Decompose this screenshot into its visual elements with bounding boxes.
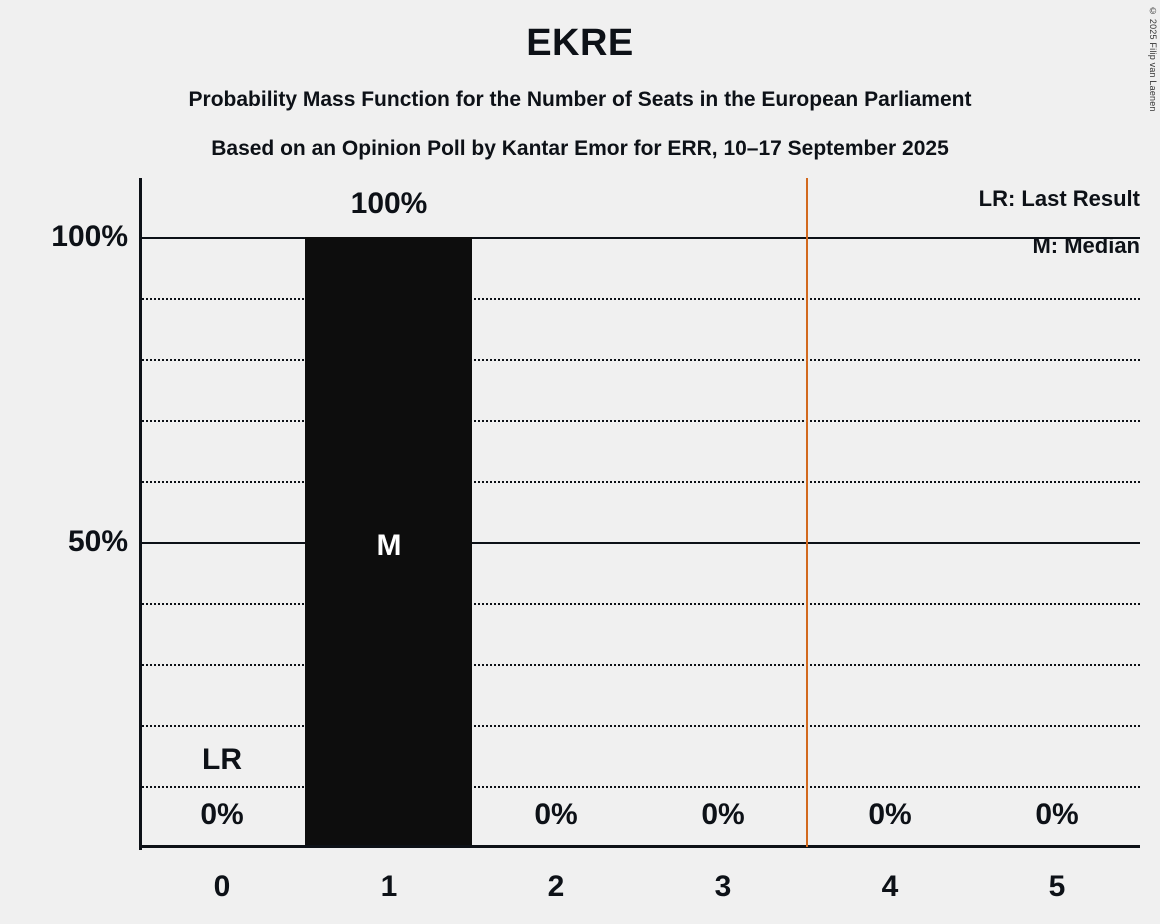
x-tick-label-3: 3 — [714, 870, 732, 903]
x-tick-label-1: 1 — [380, 870, 398, 903]
x-tick-label-0: 0 — [213, 870, 231, 903]
gridline-100 — [139, 237, 1140, 239]
y-tick-label-100: 100% — [51, 220, 128, 253]
y-tick-label-50: 50% — [67, 525, 128, 558]
gridline-10 — [139, 786, 1140, 788]
copyright-notice: © 2025 Filip van Laenen — [1148, 6, 1158, 112]
x-axis — [139, 845, 1140, 848]
legend-last-result: LR: Last Result — [978, 186, 1140, 211]
gridline-70 — [139, 420, 1140, 422]
bar-label-3: 0% — [701, 798, 745, 831]
gridline-50 — [139, 542, 1140, 544]
gridline-60 — [139, 481, 1140, 483]
chart-subtitle: Probability Mass Function for the Number of Seats in the European Parliament — [188, 88, 972, 111]
x-tick-label-4: 4 — [881, 870, 899, 903]
legend-median: M: Median — [1032, 233, 1140, 258]
bar-label-5: 0% — [1035, 798, 1079, 831]
bar-label-4: 0% — [868, 798, 912, 831]
gridline-40 — [139, 603, 1140, 605]
gridline-30 — [139, 664, 1140, 666]
page-title: EKRE — [526, 22, 634, 64]
y-axis — [139, 178, 142, 850]
x-tick-label-2: 2 — [547, 870, 565, 903]
chart-source-line: Based on an Opinion Poll by Kantar Emor for ERR, 10–17 September 2025 — [211, 137, 949, 160]
bar-label-0: 0% — [200, 798, 244, 831]
last-result-marker: LR — [202, 743, 242, 776]
gridline-20 — [139, 725, 1140, 727]
x-tick-label-5: 5 — [1048, 870, 1066, 903]
gridline-80 — [139, 359, 1140, 361]
majority-line — [806, 178, 808, 847]
median-marker: M — [376, 529, 402, 562]
bar-label-2: 0% — [534, 798, 578, 831]
bar-label-1: 100% — [350, 187, 428, 220]
gridline-90 — [139, 298, 1140, 300]
